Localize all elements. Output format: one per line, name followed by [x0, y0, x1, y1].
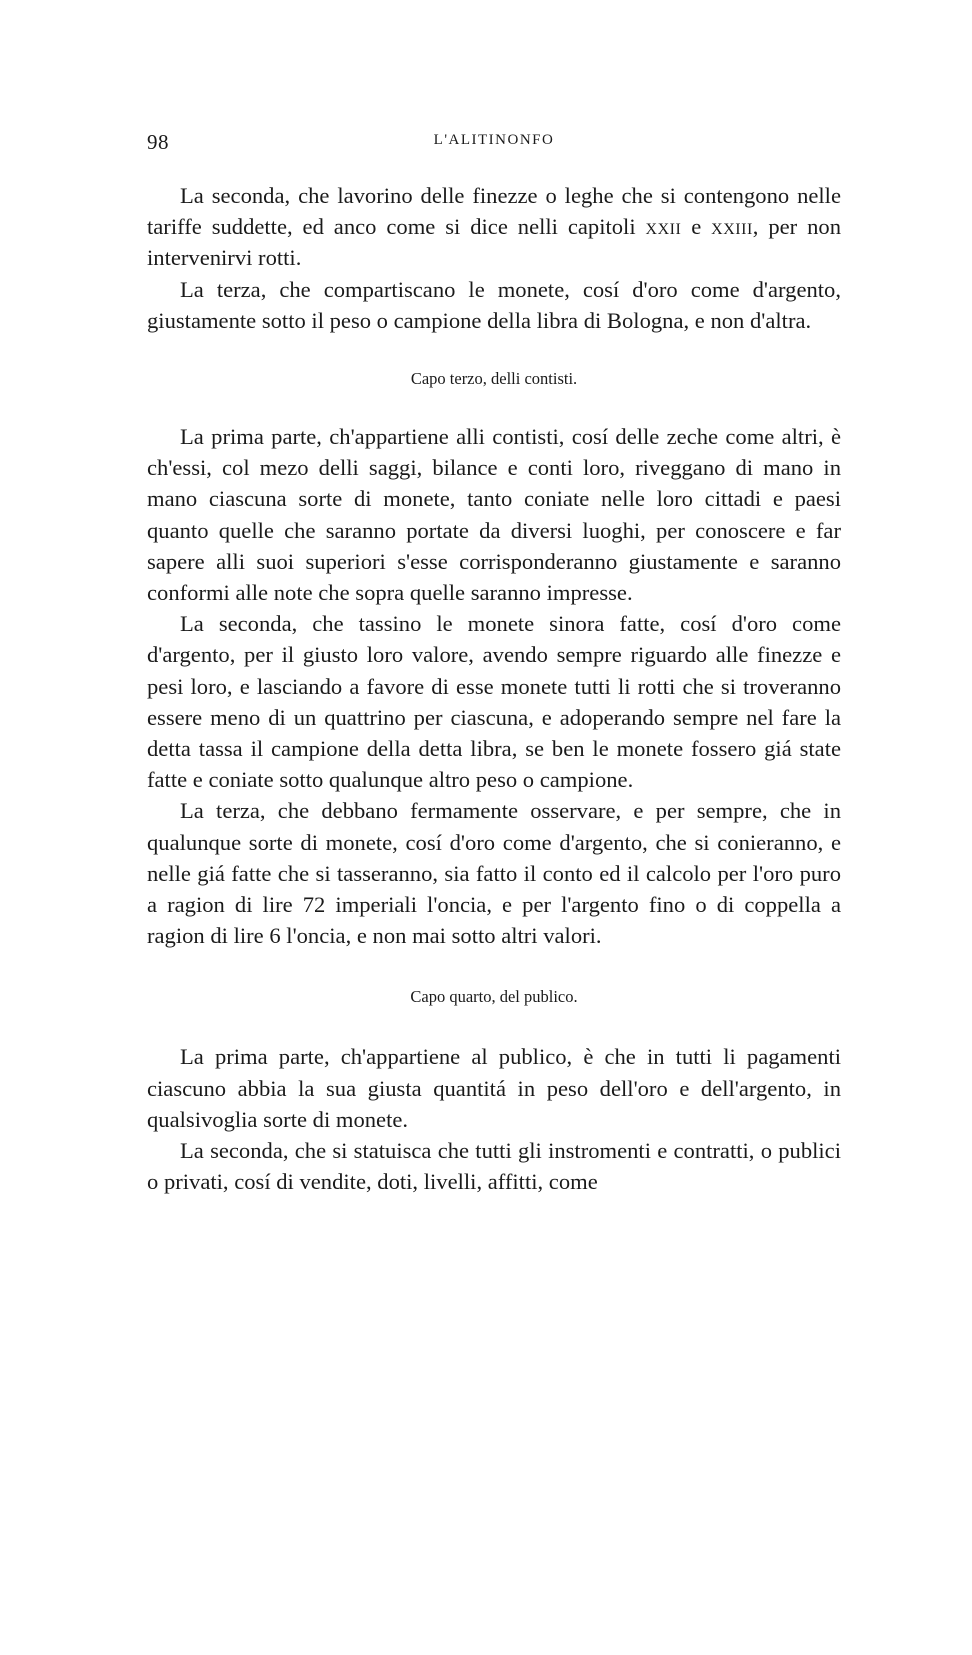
paragraph-3: La prima parte, ch'appartiene alli contisti, cosí delle zeche come altri, è ch'essi, col mezo delli saggi, bilance e conti loro, riveggano di mano in mano ciascuna sorte di monete, tanto coniate nelle loro cittadi e paesi quanto quelle che saranno portate da diversi luoghi, per conoscere e far sapere alli suoi superiori s'esse corrisponderanno giustamente e saranno conformi alle note che sopra quelle saranno impresse.: [147, 424, 841, 606]
paragraph-7: La seconda, che si statuisca che tutti gli instromenti e contratti, o publici o privati, cosí di vendite, doti, livelli, affitti, come: [147, 1138, 841, 1195]
paragraph-5: La terza, che debbano fermamente osservare, e per sempre, che in qualunque sorte di monete, cosí d'oro come d'argento, che si conieranno, e nelle giá fatte che si tasseranno, sia fatto il conto ed il calcolo per l'oro puro a ragion di lire 72 imperiali l'oncia, e per l'argento fino o di coppella a ragion di lire 6 l'oncia, e non mai sotto altri valori.: [147, 798, 841, 949]
page-body: [147, 180, 841, 1197]
paragraph-1: [147, 180, 841, 274]
paragraph-1-text-c: , per non intervenirvi rotti.: [147, 214, 841, 271]
paragraph-1-text-b: e: [681, 214, 712, 240]
roman-numeral-xxii: xxii: [645, 214, 682, 240]
roman-numeral-xxiii: xxiii: [711, 214, 753, 240]
page-header: [147, 130, 841, 160]
paragraph-1-text-a: La seconda, che lavorino delle finezze o leghe che si contengono nelle tariffe suddette, ed anco come si dice nelli capitoli: [147, 183, 841, 240]
chapter-heading-capo-quarto: Capo quarto, del publico.: [410, 987, 578, 1007]
paragraph-2: La terza, che compartiscano le monete, cosí d'oro come d'argento, giustamente sotto il peso o campione della libra di Bologna, e non d'altra.: [147, 276, 841, 333]
chapter-heading-capo-terzo: Capo terzo, delli contisti.: [410, 369, 578, 389]
running-title: L'ALITINONFO: [433, 132, 555, 148]
paragraph-4: La seconda, che tassino le monete sinora fatte, cosí d'oro come d'argento, per il giusto loro valore, avendo sempre riguardo alle finezze e pesi loro, e lasciando a favore di esse monete tutti li rotti che si troveranno essere meno di un quattrino per ciascuna, e adoperando sempre nel fare la detta tassa il campione della detta libra, se ben le monete fossero giá state fatte e coniate sotto qualunque altro peso o campione.: [147, 611, 841, 793]
paragraph-6: La prima parte, ch'appartiene al publico, è che in tutti li pagamenti ciascuno abbia la sua giusta quantitá in peso dell'oro e dell'argento, in qualsivoglia sorte di monete.: [147, 1044, 841, 1132]
page-number: 98: [147, 130, 169, 154]
